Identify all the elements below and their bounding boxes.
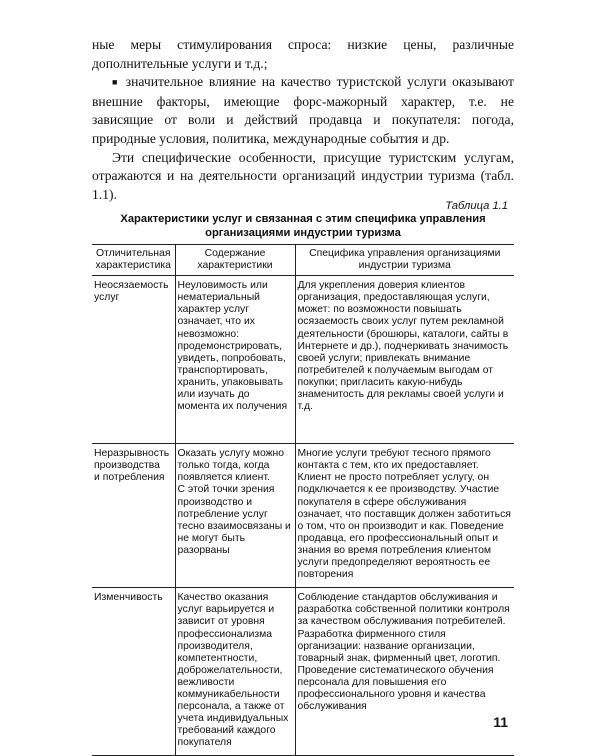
row-management-specifics: Многие услуги требуют тесного прямого контакта с тем, кто их предоставляет. Клиент не просто потребляет услугу, он подключается к ее производству. Участие покупателя в сфере обслуживания означает, что поставщик должен заботиться о том, что он производит и как. Поведение продавца, его профессиональный опыт и знания во время потребления клиентом услуги предопределяют вероятность ее повторения <box>295 444 514 588</box>
intro-paragraph-3: Эти специфические особенности, присущие туристским услугам, отражаются и на деятельности организаций индустрии туризма (табл. 1.1). <box>92 149 514 202</box>
table-title: Характеристики услуг и связанная с этим специфика управления организациями индустрии туризма <box>120 213 486 239</box>
table-label: Таблица 1.1 <box>445 200 508 212</box>
characteristics-table <box>92 244 514 756</box>
intro-paragraph-1: ные меры стимулирования спроса: низкие цены, различные дополнительные услуги и т.д.; <box>92 37 514 71</box>
table-row <box>92 444 514 588</box>
table-row <box>92 276 514 444</box>
row-content: Качество оказания услуг варьируется и зависит от уровня профессионализма производителя, компетентности, доброжелательности, вежливости коммуникабельности персонала, а также от учета индивидуальных требований каждого покупателя <box>175 588 295 756</box>
row-content: Неуловимость или нематериальный характер услуг означает, что их невозможно: продемонстрировать, увидеть, попробовать, транспортировать, хранить, упаковывать или изучать до момента их получения <box>175 276 295 444</box>
row-management-specifics: Соблюдение стандартов обслуживания и разработка собственной политики контроля за качеством обслуживания потребителей. Разработка фирменного стиля организации: название организации, товарный знак, фирменный цвет, логотип. Проведение систематического обучения персонала для повышения его профессионального уровня и качества обслуживания <box>295 588 514 756</box>
header-characteristic: Отличительная характеристика <box>92 245 175 276</box>
header-management-specifics: Специфика управления организациями индустрии туризма <box>295 245 514 276</box>
table-row <box>92 588 514 756</box>
row-characteristic: Неосязаемость услуг <box>92 276 175 444</box>
page-number: 11 <box>493 714 508 730</box>
intro-text <box>92 36 514 204</box>
intro-bullet-paragraph: ■ значительное влияние на качество туристской услуги оказывают внешние факторы, имеющие форс-мажорный характер, т.е. не зависящие от воли и действий продавца и покупателя: погода, природные условия, политика, международные события и др. <box>92 73 514 148</box>
header-content: Содержание характеристики <box>175 245 295 276</box>
row-characteristic: Изменчивость <box>92 588 175 756</box>
table-header-row <box>92 245 514 276</box>
row-characteristic: Неразрывность производства и потребления <box>92 444 175 588</box>
row-management-specifics: Для укрепления доверия клиентов организация, предоставляющая услуги, может: по возможности повышать осязаемость своих услуг путем рекламной деятельности (брошюры, каталоги, сайты в Интернете и др.), подчеркивать значимость своей услуги; привлекать внимание потребителей к получаемым выгодам от покупки; пригласить какую-нибудь знаменитость для рекламы своей услуги и т.д. <box>295 276 514 444</box>
row-content: Оказать услугу можно только тогда, когда появляется клиент. С этой точки зрения производство и потребление услуг тесно взаимосвязаны и не могут быть разорваны <box>175 444 295 588</box>
